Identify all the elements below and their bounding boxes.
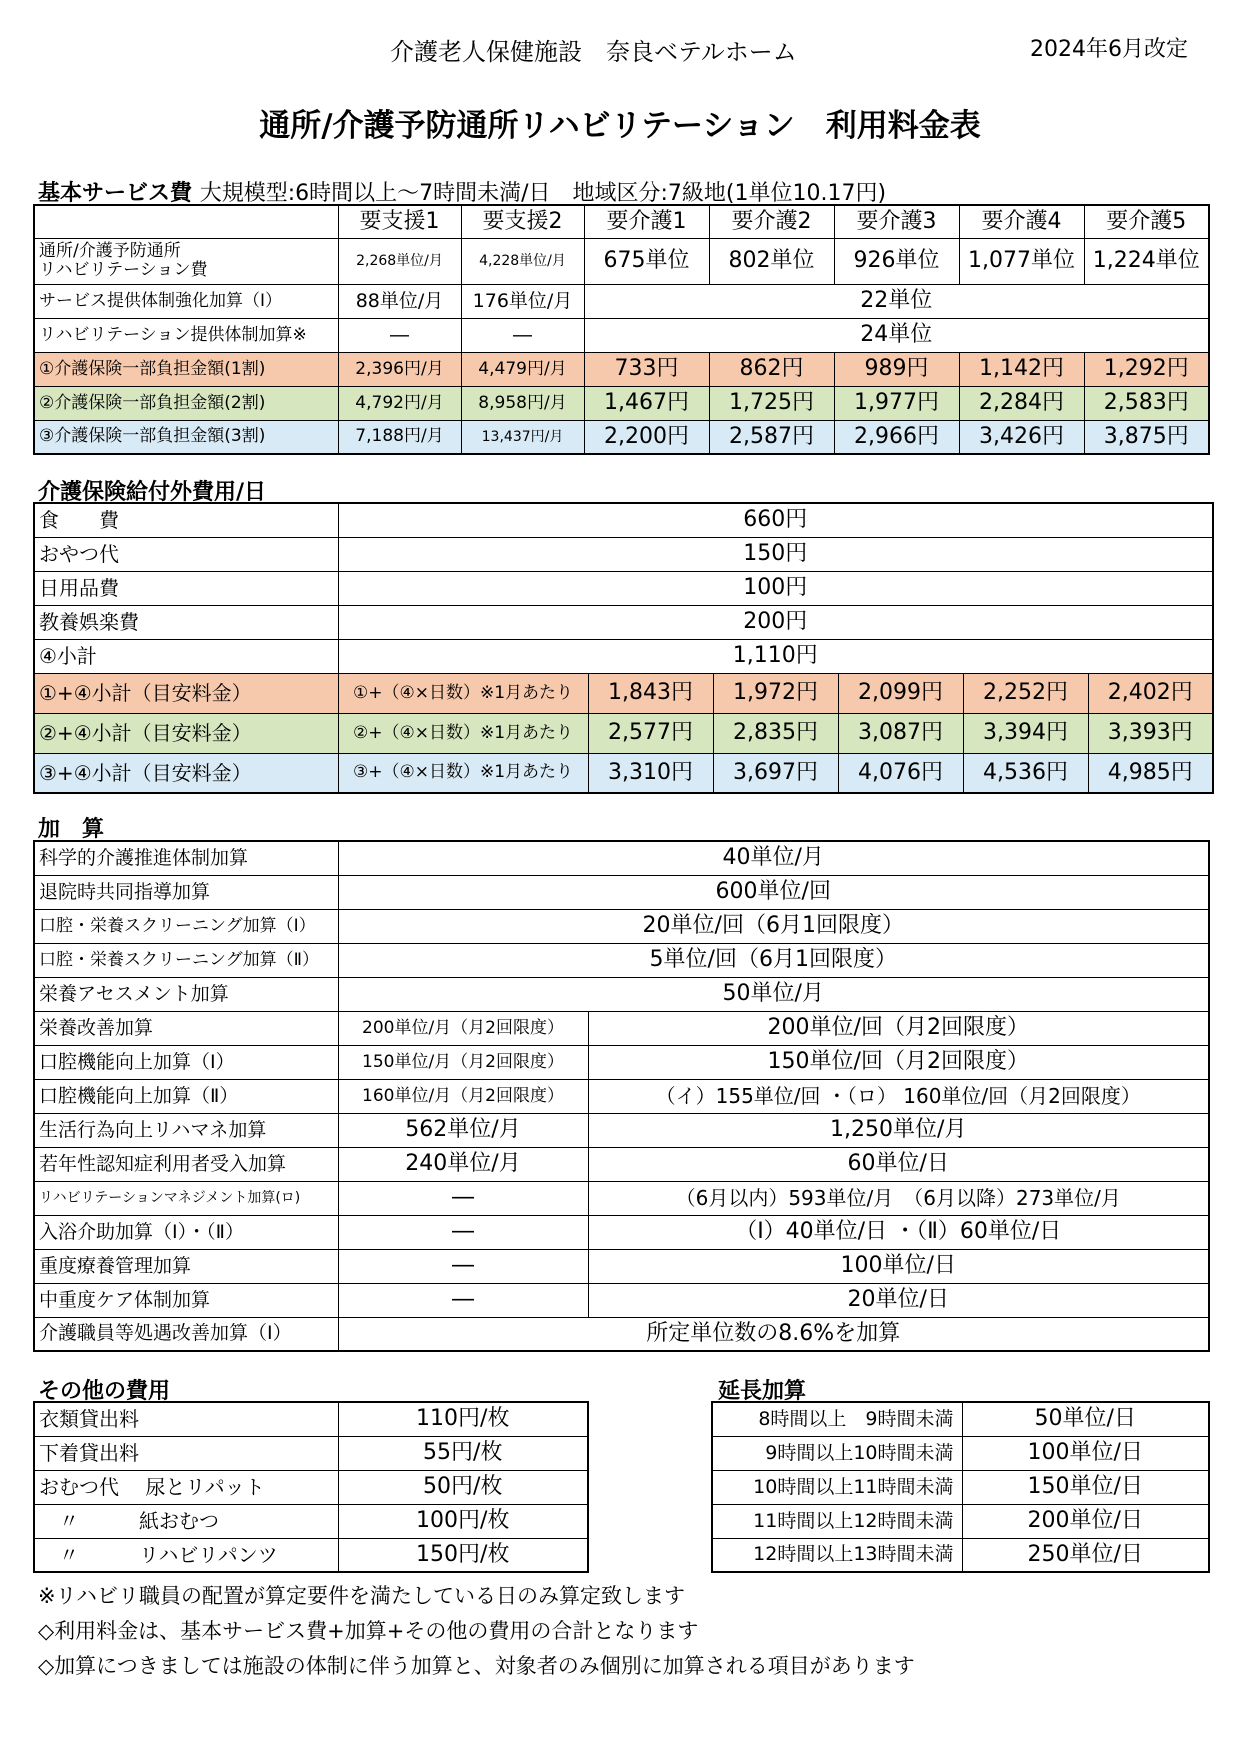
table-row [34, 503, 1213, 537]
col-header: 要支援2 [461, 205, 584, 238]
row-label: ②+④小計（目安料金） [34, 713, 338, 753]
formula-cell: ①+（④×日数）※1月あたり [338, 673, 588, 713]
cell-value: 2,966円 [834, 420, 959, 454]
cell-value: 40単位/月 [338, 841, 1209, 875]
extension-table [711, 1401, 1210, 1573]
col-header: 要介護1 [584, 205, 709, 238]
table-row [34, 571, 1213, 605]
kasan-table [33, 840, 1210, 1352]
table-row [34, 1470, 588, 1504]
row-label: 〃 リハビリパンツ [34, 1538, 338, 1572]
row-label: ③+④小計（目安料金） [34, 753, 338, 793]
formula-cell: ③+（④×日数）※1月あたり [338, 753, 588, 793]
basic-section-label [38, 176, 886, 207]
cell-value: 3,394円 [963, 713, 1088, 753]
row-label: 食 費 [34, 503, 338, 537]
table-row [34, 713, 1213, 753]
extra-fee-table [33, 502, 1214, 794]
cell-value: 250単位/日 [962, 1538, 1209, 1572]
row-label: おやつ代 [34, 537, 338, 571]
row-label: 若年性認知症利用者受入加算 [34, 1147, 338, 1181]
row-label: 中重度ケア体制加算 [34, 1283, 338, 1317]
col-header: 要支援1 [338, 205, 461, 238]
row-label: 口腔機能向上加算（Ⅰ） [34, 1045, 338, 1079]
cell-value: 2,396円/月 [338, 352, 461, 386]
cell-value: 200単位/回（月2回限度） [588, 1011, 1209, 1045]
row-label: 科学的介護推進体制加算 [34, 841, 338, 875]
cell-value: 24単位 [584, 318, 1209, 352]
cell-value: 7,188円/月 [338, 420, 461, 454]
cell-value: 100単位/日 [588, 1249, 1209, 1283]
cell-value: 150単位/回（月2回限度） [588, 1045, 1209, 1079]
cell-value: 562単位/月 [338, 1113, 588, 1147]
cell-value: 110円/枚 [338, 1402, 588, 1436]
cell-value: （6月以内）593単位/月 （6月以降）273単位/月 [588, 1181, 1209, 1215]
table-row [34, 1147, 1209, 1181]
table-row [34, 605, 1213, 639]
row-label: 〃 紙おむつ [34, 1504, 338, 1538]
table-row [34, 1436, 588, 1470]
row-label: 重度療養管理加算 [34, 1249, 338, 1283]
cell-value: 1,077単位 [959, 238, 1084, 284]
cell-value: （Ⅰ）40単位/日 ・（Ⅱ）60単位/日 [588, 1215, 1209, 1249]
row-label: 12時間以上13時間未満 [712, 1538, 962, 1572]
extension-section-label: 延長加算 [718, 1379, 807, 1404]
cell-value: 3,697円 [713, 753, 838, 793]
table-row [34, 639, 1213, 673]
row-label: 日用品費 [34, 571, 338, 605]
cell-value: 55円/枚 [338, 1436, 588, 1470]
cell-value: 3,426円 [959, 420, 1084, 454]
table-row [34, 909, 1209, 943]
cell-value: ― [338, 318, 461, 352]
cell-value: ― [338, 1215, 588, 1249]
row-label: 衣類貸出料 [34, 1402, 338, 1436]
cell-value: 13,437円/月 [461, 420, 584, 454]
cell-value: 4,228単位/月 [461, 238, 584, 284]
row-label [34, 238, 338, 284]
cell-value: 5単位/回（6月1回限度） [338, 943, 1209, 977]
cell-value: 100円/枚 [338, 1504, 588, 1538]
table-row [34, 1504, 588, 1538]
cell-value: 50円/枚 [338, 1470, 588, 1504]
table-row [34, 1181, 1209, 1215]
row-label: 8時間以上 9時間未満 [712, 1402, 962, 1436]
row-label: リハビリテーション提供体制加算※ [34, 318, 338, 352]
cell-value: 2,252円 [963, 673, 1088, 713]
cell-value: ― [338, 1283, 588, 1317]
cell-value: 22単位 [584, 284, 1209, 318]
cell-value: 4,536円 [963, 753, 1088, 793]
cell-value: 2,268単位/月 [338, 238, 461, 284]
cell-value: 600単位/回 [338, 875, 1209, 909]
table-row [34, 420, 1209, 454]
cell-value: 200単位/月（月2回限度） [338, 1011, 588, 1045]
cell-value: 160単位/月（月2回限度） [338, 1079, 588, 1113]
cell-value: 20単位/日 [588, 1283, 1209, 1317]
cell-value: 1,725円 [709, 386, 834, 420]
cell-value: 200円 [338, 605, 1213, 639]
row-label: ③介護保険一部負担金額(3割) [34, 420, 338, 454]
table-row [34, 1317, 1209, 1351]
cell-value: 1,110円 [338, 639, 1213, 673]
basic-fee-table [33, 204, 1210, 455]
table-row [34, 1011, 1209, 1045]
cell-value: 3,310円 [588, 753, 713, 793]
kasan-section-label: 加 算 [38, 817, 105, 842]
cell-value: 150円/枚 [338, 1538, 588, 1572]
cell-value: ― [338, 1249, 588, 1283]
row-label: サービス提供体制強化加算（Ⅰ） [34, 284, 338, 318]
cell-value: 2,099円 [838, 673, 963, 713]
row-label: 生活行為向上リハマネ加算 [34, 1113, 338, 1147]
row-label: 口腔機能向上加算（Ⅱ） [34, 1079, 338, 1113]
cell-value: 926単位 [834, 238, 959, 284]
cell-value: 60単位/日 [588, 1147, 1209, 1181]
table-row [712, 1538, 1209, 1572]
table-header-row [34, 205, 1209, 238]
table-row [34, 1402, 588, 1436]
cell-value: （イ）155単位/回 ・（ロ） 160単位/回（月2回限度） [588, 1079, 1209, 1113]
cell-value: 150単位/日 [962, 1470, 1209, 1504]
cell-value: 100単位/日 [962, 1436, 1209, 1470]
col-header: 要介護3 [834, 205, 959, 238]
table-row [34, 1283, 1209, 1317]
cell-value: 989円 [834, 352, 959, 386]
cell-value: 20単位/回（6月1回限度） [338, 909, 1209, 943]
cell-value: 150円 [338, 537, 1213, 571]
table-row [34, 1079, 1209, 1113]
extra-section-label: 介護保険給付外費用/日 [38, 480, 267, 505]
cell-value: 733円 [584, 352, 709, 386]
other-fee-table [33, 1401, 589, 1573]
note-line: ※リハビリ職員の配置が算定要件を満たしている日のみ算定致します [38, 1584, 685, 1608]
table-row [34, 1249, 1209, 1283]
row-label: 入浴介助加算（Ⅰ）・（Ⅱ） [34, 1215, 338, 1249]
cell-value: 1,843円 [588, 673, 713, 713]
table-row [34, 386, 1209, 420]
basic-label: 基本サービス費 [38, 181, 193, 206]
cell-value: 1,292円 [1084, 352, 1209, 386]
cell-value: 2,402円 [1088, 673, 1213, 713]
cell-value: 4,985円 [1088, 753, 1213, 793]
cell-value: 1,250単位/月 [588, 1113, 1209, 1147]
col-header: 要介護2 [709, 205, 834, 238]
cell-value: ― [338, 1181, 588, 1215]
row-label: 口腔・栄養スクリーニング加算（Ⅰ） [34, 909, 338, 943]
row-label: 9時間以上10時間未満 [712, 1436, 962, 1470]
cell-value: 2,284円 [959, 386, 1084, 420]
table-row [34, 1113, 1209, 1147]
cell-value: 2,200円 [584, 420, 709, 454]
cell-value: 50単位/日 [962, 1402, 1209, 1436]
cell-value: 200単位/日 [962, 1504, 1209, 1538]
cell-value: 4,479円/月 [461, 352, 584, 386]
cell-value: 2,583円 [1084, 386, 1209, 420]
table-row [712, 1436, 1209, 1470]
table-row [34, 537, 1213, 571]
row-label-line1: 通所/介護予防通所 [39, 241, 181, 262]
cell-value: ― [461, 318, 584, 352]
cell-value: 所定単位数の8.6%を加算 [338, 1317, 1209, 1351]
cell-value: 2,577円 [588, 713, 713, 753]
row-label: 退院時共同指導加算 [34, 875, 338, 909]
cell-value: 3,875円 [1084, 420, 1209, 454]
table-row [34, 841, 1209, 875]
formula-cell: ②+（④×日数）※1月あたり [338, 713, 588, 753]
row-label: 10時間以上11時間未満 [712, 1470, 962, 1504]
col-header: 要介護5 [1084, 205, 1209, 238]
row-label: おむつ代 尿とリパット [34, 1470, 338, 1504]
basic-sublabel: 大規模型:6時間以上～7時間未満/日 地域区分:7級地(1単位10.17円) [199, 181, 887, 206]
cell-value: 1,142円 [959, 352, 1084, 386]
row-label: ④小計 [34, 639, 338, 673]
cell-value: 4,076円 [838, 753, 963, 793]
cell-value: 4,792円/月 [338, 386, 461, 420]
row-label: 教養娯楽費 [34, 605, 338, 639]
cell-value: 1,224単位 [1084, 238, 1209, 284]
row-label: 栄養改善加算 [34, 1011, 338, 1045]
cell-value: 2,587円 [709, 420, 834, 454]
facility-name: 介護老人保健施設 奈良ベテルホーム [390, 38, 797, 66]
table-row [34, 318, 1209, 352]
corner-cell [34, 205, 338, 238]
cell-value: 240単位/月 [338, 1147, 588, 1181]
row-label: 下着貸出料 [34, 1436, 338, 1470]
cell-value: 176単位/月 [461, 284, 584, 318]
table-row [34, 284, 1209, 318]
other-section-label: その他の費用 [38, 1379, 171, 1404]
cell-value: 1,467円 [584, 386, 709, 420]
cell-value: 3,087円 [838, 713, 963, 753]
table-row [712, 1470, 1209, 1504]
row-label: 11時間以上12時間未満 [712, 1504, 962, 1538]
cell-value: 1,972円 [713, 673, 838, 713]
cell-value: 150単位/月（月2回限度） [338, 1045, 588, 1079]
row-label: ②介護保険一部負担金額(2割) [34, 386, 338, 420]
table-row [34, 977, 1209, 1011]
cell-value: 2,835円 [713, 713, 838, 753]
cell-value: 862円 [709, 352, 834, 386]
col-header: 要介護4 [959, 205, 1084, 238]
revision-date: 2024年6月改定 [1030, 37, 1188, 62]
cell-value: 660円 [338, 503, 1213, 537]
page-title: 通所/介護予防通所リハビリテーション 利用料金表 [259, 108, 981, 144]
table-row [712, 1504, 1209, 1538]
row-label: 介護職員等処遇改善加算（Ⅰ） [34, 1317, 338, 1351]
table-row [34, 1215, 1209, 1249]
table-row [34, 1538, 588, 1572]
table-row [34, 943, 1209, 977]
cell-value: 802単位 [709, 238, 834, 284]
note-line: ◇利用料金は、基本サービス費+加算+その他の費用の合計となります [38, 1619, 699, 1643]
note-line: ◇加算につきましては施設の体制に伴う加算と、対象者のみ個別に加算される項目があります [38, 1654, 915, 1678]
row-label: ①介護保険一部負担金額(1割) [34, 352, 338, 386]
row-label: ①+④小計（目安料金） [34, 673, 338, 713]
cell-value: 88単位/月 [338, 284, 461, 318]
table-row [34, 352, 1209, 386]
cell-value: 675単位 [584, 238, 709, 284]
table-row [712, 1402, 1209, 1436]
cell-value: 100円 [338, 571, 1213, 605]
cell-value: 1,977円 [834, 386, 959, 420]
row-label: リハビリテーションマネジメント加算(ロ) [34, 1181, 338, 1215]
cell-value: 8,958円/月 [461, 386, 584, 420]
row-label-line2: リハビリテーション費 [39, 260, 208, 280]
table-row [34, 875, 1209, 909]
table-row [34, 238, 1209, 284]
row-label: 栄養アセスメント加算 [34, 977, 338, 1011]
table-row [34, 1045, 1209, 1079]
row-label: 口腔・栄養スクリーニング加算（Ⅱ） [34, 943, 338, 977]
cell-value: 50単位/月 [338, 977, 1209, 1011]
table-row [34, 753, 1213, 793]
table-row [34, 673, 1213, 713]
cell-value: 3,393円 [1088, 713, 1213, 753]
